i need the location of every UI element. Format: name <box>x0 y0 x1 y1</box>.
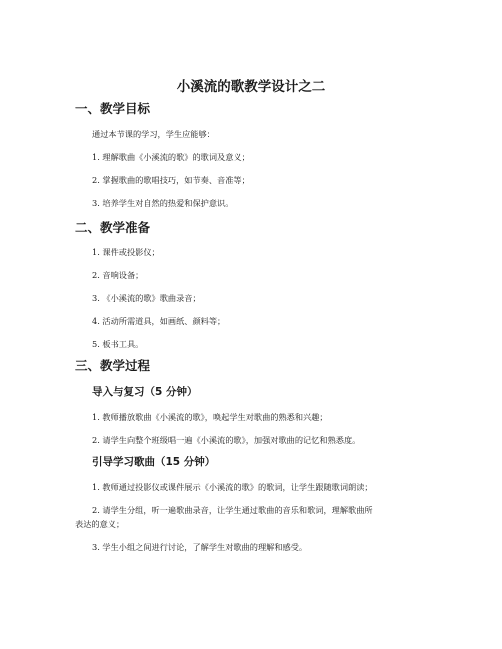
process-item: 3. 学生小组之间进行讨论，了解学生对歌曲的理解和感受。 <box>92 542 308 552</box>
process-item: 1. 教师通过投影仪或课件展示《小溪流的歌》的歌词，让学生跟随歌词朗读； <box>92 482 373 492</box>
preparation-item: 1. 课件或投影仪； <box>92 247 160 257</box>
section-heading-objectives: 一、教学目标 <box>75 101 151 116</box>
objective-item: 3. 培养学生对自然的热爱和保护意识。 <box>92 198 234 208</box>
process-item: 2. 请学生分组，听一遍歌曲录音，让学生通过歌曲的音乐和歌词，理解歌曲所 <box>92 505 373 515</box>
process-item-continuation: 表达的意义； <box>75 519 125 529</box>
objective-item: 1. 理解歌曲《小溪流的歌》的歌词及意义； <box>92 152 250 162</box>
preparation-item: 5. 板书工具。 <box>92 339 144 349</box>
process-item: 1. 教师播放歌曲《小溪流的歌》，唤起学生对歌曲的熟悉和兴趣； <box>92 412 328 422</box>
preparation-item: 2. 音响设备； <box>92 270 144 280</box>
subsection-heading-intro-review: 导入与复习（5 分钟） <box>92 386 198 398</box>
preparation-item: 4. 活动所需道具，如画纸、颜料等； <box>92 316 226 326</box>
section-heading-preparation: 二、教学准备 <box>75 220 151 235</box>
objective-item: 2. 掌握歌曲的歌唱技巧，如节奏、音准等； <box>92 175 250 185</box>
section-heading-process: 三、教学过程 <box>75 358 151 373</box>
objectives-intro: 通过本节课的学习，学生应能够： <box>92 129 215 139</box>
preparation-item: 3. 《小溪流的歌》歌曲录音； <box>92 293 201 303</box>
process-item: 2. 请学生向整个班级唱一遍《小溪流的歌》，加强对歌曲的记忆和熟悉度。 <box>92 435 361 445</box>
document-title: 小溪流的歌教学设计之二 <box>176 79 326 95</box>
subsection-heading-guided-learning: 引导学习歌曲（15 分钟） <box>92 456 216 468</box>
